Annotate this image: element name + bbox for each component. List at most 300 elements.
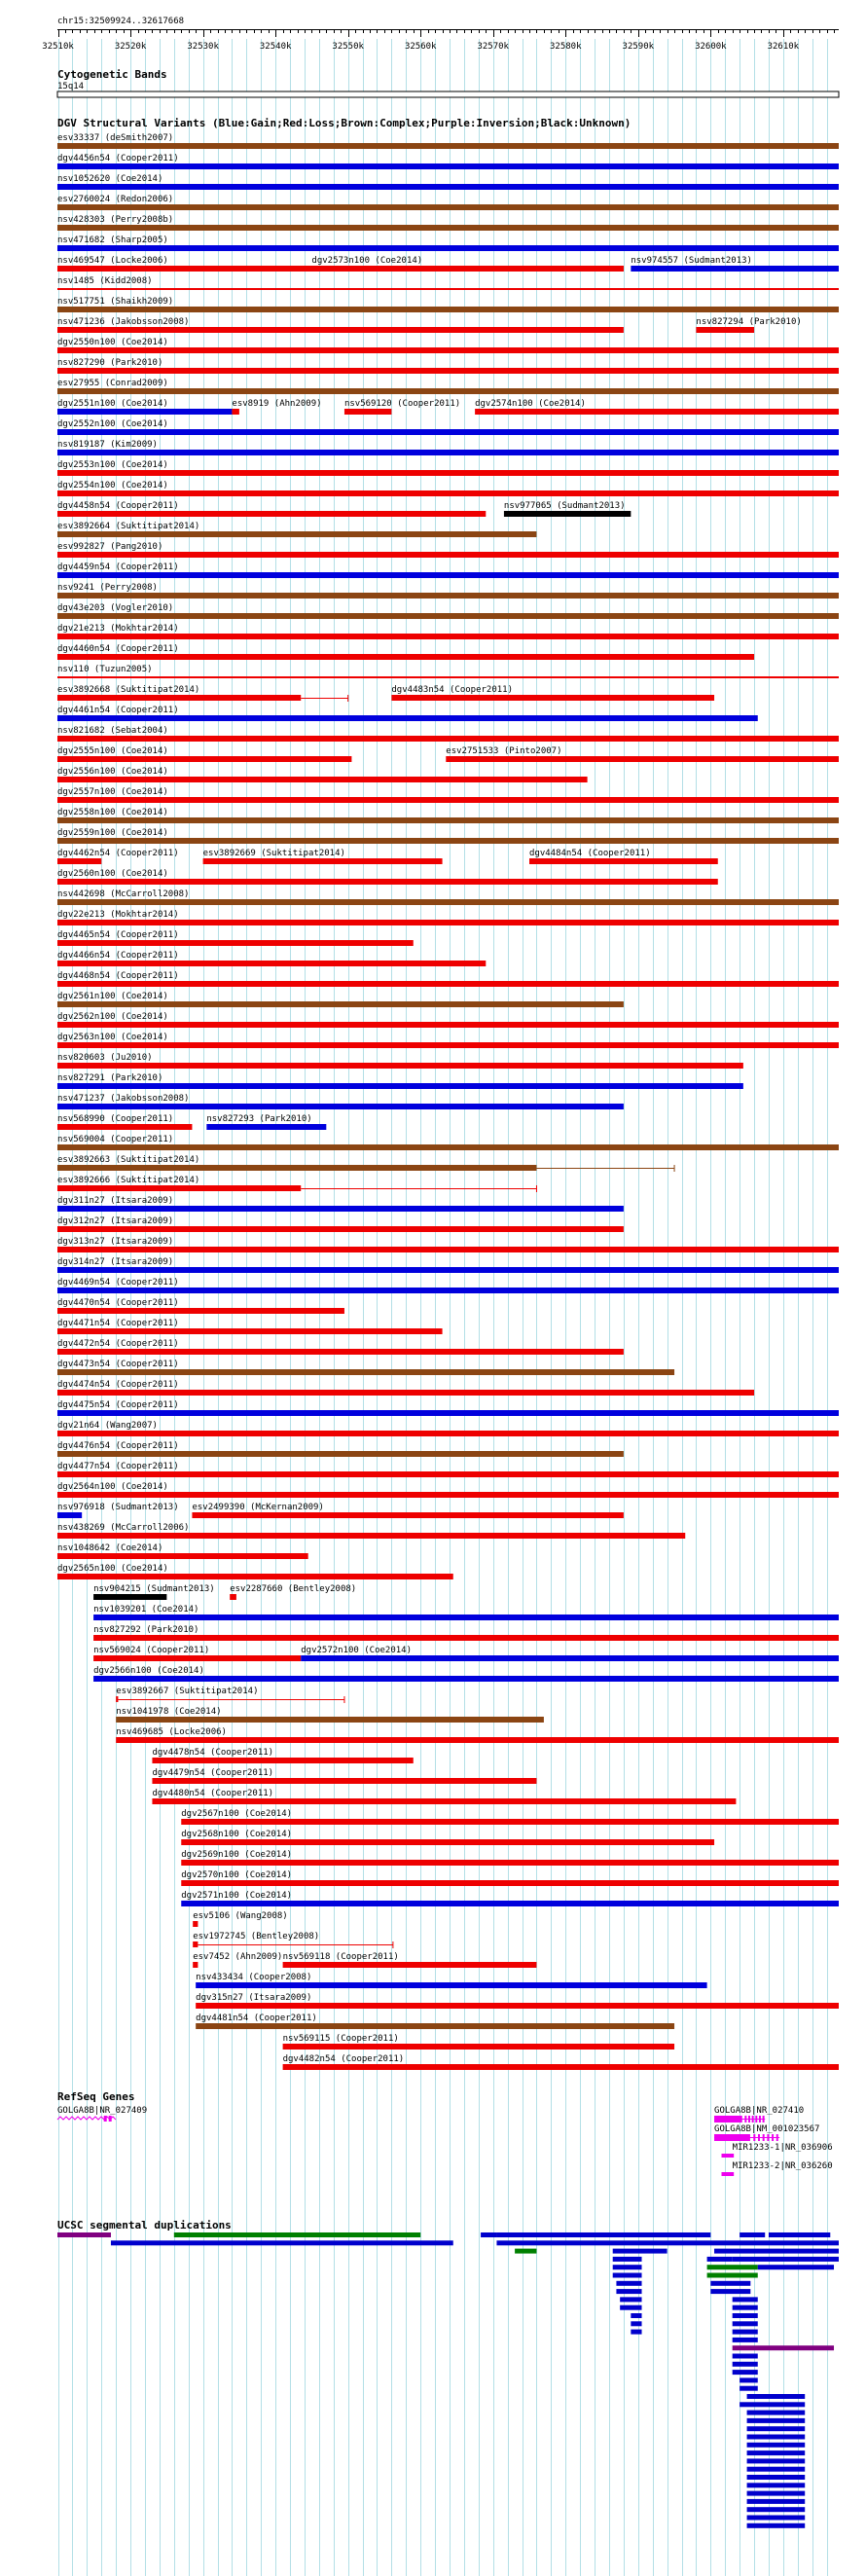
dgv-feature-bar[interactable] xyxy=(57,347,839,353)
dgv-feature-bar[interactable] xyxy=(192,1512,623,1518)
dgv-row xyxy=(152,1748,413,1763)
segdup-feature[interactable] xyxy=(613,2249,668,2254)
segdup-feature[interactable] xyxy=(481,2232,496,2237)
dgv-feature-label: nsv1048642 (Coe2014) xyxy=(57,1543,163,1553)
dgv-feature-label: dgv2564n100 (Coe2014) xyxy=(57,1482,168,1492)
dgv-row xyxy=(193,1911,288,1927)
dgv-feature-bar[interactable] xyxy=(193,1962,198,1968)
dgv-feature-label: dgv4469n54 (Cooper2011) xyxy=(57,1278,179,1288)
dgv-feature-label: nsv1041978 (Coe2014) xyxy=(116,1707,222,1717)
segdup-feature[interactable] xyxy=(747,2418,806,2423)
segdup-feature[interactable] xyxy=(733,2313,758,2318)
segdup-feature[interactable] xyxy=(733,2305,758,2310)
dgv-feature-bar[interactable] xyxy=(57,1410,839,1416)
refseq-gene[interactable] xyxy=(714,2106,804,2122)
dgv-feature-bar[interactable] xyxy=(57,838,839,844)
dgv-feature-label: dgv4481n54 (Cooper2011) xyxy=(196,2014,317,2023)
dgv-feature-bar[interactable] xyxy=(57,1369,674,1375)
dgv-feature-label: dgv2569n100 (Coe2014) xyxy=(181,1850,293,1860)
position-ruler[interactable] xyxy=(42,17,839,52)
dgv-feature-bar[interactable] xyxy=(57,1349,624,1355)
dgv-feature-label: esv3892663 (Suktitipat2014) xyxy=(57,1155,200,1165)
segdup-feature[interactable] xyxy=(710,2289,750,2294)
dgv-feature-label: dgv4456n54 (Cooper2011) xyxy=(57,154,179,163)
segdup-feature[interactable] xyxy=(740,2386,758,2391)
dgv-feature-bar[interactable] xyxy=(206,1124,326,1130)
segdup-feature[interactable] xyxy=(616,2289,641,2294)
dgv-feature-label: nsv428303 (Perry2008b) xyxy=(57,215,174,225)
dgv-feature-bar[interactable] xyxy=(181,1839,714,1845)
dgv-feature-bar[interactable] xyxy=(57,1063,743,1069)
dgv-feature-bar[interactable] xyxy=(57,1185,301,1191)
segdup-feature[interactable] xyxy=(707,2273,758,2278)
refseq-exon xyxy=(772,2134,774,2141)
dgv-feature-bar[interactable] xyxy=(203,858,443,864)
dgv-feature-bar[interactable] xyxy=(57,858,101,864)
dgv-feature-bar[interactable] xyxy=(93,1655,301,1661)
dgv-feature-label: dgv2553n100 (Coe2014) xyxy=(57,460,168,470)
dgv-feature-label: dgv4474n54 (Cooper2011) xyxy=(57,1380,179,1390)
dgv-feature-label: dgv2568n100 (Coe2014) xyxy=(181,1830,293,1839)
segdup-feature[interactable] xyxy=(747,2499,806,2504)
dgv-row xyxy=(57,501,631,517)
dgv-feature-bar[interactable] xyxy=(57,1083,743,1089)
dgv-feature-label: nsv110 (Tuzun2005) xyxy=(57,665,153,674)
dgv-row xyxy=(57,1094,624,1109)
dgv-feature-label: nsv819187 (Kim2009) xyxy=(57,440,158,450)
refseq-exon xyxy=(755,2116,757,2122)
dgv-feature-bar[interactable] xyxy=(57,1226,624,1232)
dgv-row xyxy=(152,1789,736,1804)
dgv-feature-label: nsv821682 (Sebat2004) xyxy=(57,726,168,736)
dgv-feature-bar[interactable] xyxy=(57,450,839,455)
dgv-row xyxy=(57,1543,308,1559)
dgv-feature-label: dgv311n27 (Itsara2009) xyxy=(57,1196,174,1206)
dgv-feature-bar[interactable] xyxy=(57,736,839,742)
dgv-feature-bar[interactable] xyxy=(57,327,624,333)
segdup-feature[interactable] xyxy=(733,2345,834,2350)
segdup-feature[interactable] xyxy=(111,2240,453,2245)
dgv-feature-bar[interactable] xyxy=(181,1860,839,1866)
segdup-feature[interactable] xyxy=(747,2435,806,2440)
dgv-feature-bar[interactable] xyxy=(193,1941,198,1947)
dgv-feature-bar[interactable] xyxy=(57,634,839,639)
dgv-feature-bar[interactable] xyxy=(311,266,623,272)
dgv-feature-bar[interactable] xyxy=(152,1778,536,1784)
dgv-feature-bar[interactable] xyxy=(57,1042,839,1048)
dgv-row xyxy=(57,317,802,333)
dgv-feature-bar[interactable] xyxy=(696,327,754,333)
refseq-gene-label: GOLGA8B|NR_027409 xyxy=(57,2106,148,2116)
dgv-feature-bar[interactable] xyxy=(57,490,839,496)
dgv-feature-label: esv7452 (Ahn2009) xyxy=(193,1952,283,1962)
refseq-exon xyxy=(759,2116,761,2122)
refseq-gene[interactable] xyxy=(722,2161,833,2176)
dgv-row xyxy=(57,1319,443,1334)
dgv-feature-label: nsv517751 (Shaikh2009) xyxy=(57,297,174,307)
dgv-feature-label: dgv2562n100 (Coe2014) xyxy=(57,1012,168,1022)
segdup-feature[interactable] xyxy=(733,2354,758,2359)
ruler-tick-label: 32580k xyxy=(550,42,582,52)
segdup-feature[interactable] xyxy=(174,2232,420,2237)
segdup-feature[interactable] xyxy=(747,2483,806,2487)
dgv-feature-bar[interactable] xyxy=(57,1022,839,1028)
dgv-feature-label: esv33337 (deSmith2007) xyxy=(57,133,174,143)
refseq-exon xyxy=(109,2116,112,2122)
dgv-feature-bar[interactable] xyxy=(232,409,238,415)
dgv-feature-bar[interactable] xyxy=(57,143,839,149)
dgv-feature-bar[interactable] xyxy=(57,1451,624,1457)
dgv-feature-label: esv27955 (Conrad2009) xyxy=(57,379,168,388)
segdup-feature[interactable] xyxy=(631,2321,641,2326)
dgv-feature-bar[interactable] xyxy=(57,307,839,312)
segdup-feature[interactable] xyxy=(747,2394,806,2399)
dgv-feature-bar[interactable] xyxy=(57,184,839,190)
segdup-feature[interactable] xyxy=(747,2411,806,2415)
dgv-feature-label: nsv569120 (Cooper2011) xyxy=(343,399,461,409)
refseq-track-title: RefSeq Genes xyxy=(57,2090,135,2103)
dgv-feature-bar[interactable] xyxy=(57,429,839,435)
segdup-feature[interactable] xyxy=(620,2305,641,2310)
refseq-exon xyxy=(763,2134,765,2141)
dgv-feature-label: dgv2550n100 (Coe2014) xyxy=(57,338,168,347)
dgv-feature-bar[interactable] xyxy=(181,1819,839,1825)
dgv-feature-bar[interactable] xyxy=(344,409,391,415)
dgv-feature-bar[interactable] xyxy=(57,613,839,619)
dgv-feature-bar[interactable] xyxy=(57,470,839,476)
dgv-structural-variants-track xyxy=(57,117,839,2070)
dgv-feature-bar[interactable] xyxy=(57,899,839,905)
dgv-feature-bar[interactable] xyxy=(57,1144,839,1150)
ruler-tick-label: 32550k xyxy=(332,42,364,52)
ruler-tick-label: 32610k xyxy=(767,42,800,52)
dgv-feature-bar[interactable] xyxy=(152,1798,736,1804)
dgv-feature-bar[interactable] xyxy=(57,1574,453,1579)
segdup-feature[interactable] xyxy=(747,2475,806,2480)
segdup-feature[interactable] xyxy=(747,2426,806,2431)
dgv-feature-bar[interactable] xyxy=(57,1471,839,1477)
dgv-feature-label: esv2751533 (Pinto2007) xyxy=(446,746,562,756)
refseq-exon xyxy=(748,2116,750,2122)
dgv-row xyxy=(57,1441,624,1457)
dgv-feature-bar[interactable] xyxy=(57,1206,624,1212)
segdup-feature[interactable] xyxy=(733,2338,758,2342)
dgv-feature-bar[interactable] xyxy=(57,552,839,558)
dgv-feature-bar[interactable] xyxy=(57,1247,839,1252)
dgv-feature-label: nsv568990 (Cooper2011) xyxy=(57,1114,174,1124)
dgv-feature-bar[interactable] xyxy=(57,409,232,415)
dgv-feature-bar[interactable] xyxy=(57,756,351,762)
dgv-feature-bar[interactable] xyxy=(230,1594,236,1600)
dgv-feature-bar[interactable] xyxy=(57,1288,839,1293)
dgv-row xyxy=(57,1196,624,1212)
dgv-row xyxy=(57,971,839,987)
segdup-feature[interactable] xyxy=(740,2232,765,2237)
dgv-feature-bar[interactable] xyxy=(57,879,718,885)
dgv-feature-bar[interactable] xyxy=(57,1553,308,1559)
dgv-row xyxy=(57,1278,839,1293)
dgv-row xyxy=(57,1298,344,1314)
refseq-genes-track xyxy=(57,2090,833,2176)
dgv-feature-label: dgv4475n54 (Cooper2011) xyxy=(57,1400,179,1410)
dgv-feature-bar[interactable] xyxy=(93,1635,839,1641)
dgv-feature-label: nsv569118 (Cooper2011) xyxy=(282,1952,399,1962)
segdup-feature[interactable] xyxy=(707,2265,758,2269)
segdup-feature[interactable] xyxy=(515,2249,536,2254)
dgv-feature-bar[interactable] xyxy=(446,756,839,762)
dgv-feature-bar[interactable] xyxy=(57,163,839,169)
dgv-feature-bar[interactable] xyxy=(57,1492,839,1498)
segdup-feature[interactable] xyxy=(613,2257,642,2262)
dgv-feature-bar[interactable] xyxy=(57,1104,624,1109)
segdup-feature[interactable] xyxy=(733,2257,839,2262)
dgv-row xyxy=(93,1625,839,1641)
dgv-feature-label: nsv1485 (Kidd2008) xyxy=(57,276,153,286)
dgv-feature-label: nsv1052620 (Coe2014) xyxy=(57,174,163,184)
dgv-feature-bar[interactable] xyxy=(57,777,588,782)
dgv-feature-label: dgv4462n54 (Cooper2011) xyxy=(57,849,179,858)
segdup-feature[interactable] xyxy=(740,2377,758,2382)
dgv-feature-bar[interactable] xyxy=(196,1982,706,1988)
dgv-row xyxy=(57,869,718,885)
dgv-row xyxy=(57,1462,839,1477)
dgv-feature-bar[interactable] xyxy=(193,1921,198,1927)
dgv-feature-bar[interactable] xyxy=(57,940,414,946)
refseq-gene[interactable] xyxy=(714,2124,819,2141)
dgv-row xyxy=(93,1584,356,1600)
dgv-feature-bar[interactable] xyxy=(504,511,631,517)
dgv-feature-bar[interactable] xyxy=(57,920,839,925)
dgv-feature-bar[interactable] xyxy=(57,797,839,803)
dgv-feature-label: dgv2574n100 (Coe2014) xyxy=(475,399,586,409)
segdup-feature[interactable] xyxy=(616,2281,641,2286)
dgv-feature-bar[interactable] xyxy=(57,368,839,374)
dgv-feature-bar[interactable] xyxy=(57,961,486,966)
dgv-row xyxy=(57,685,714,702)
segdup-feature[interactable] xyxy=(747,2467,806,2472)
segdup-feature[interactable] xyxy=(733,2330,758,2335)
dgv-feature-bar[interactable] xyxy=(57,1124,192,1130)
dgv-feature-bar[interactable] xyxy=(93,1676,839,1682)
dgv-row xyxy=(57,154,839,169)
dgv-feature-bar[interactable] xyxy=(93,1615,839,1620)
dgv-row xyxy=(93,1605,839,1620)
refseq-exon xyxy=(763,2116,765,2122)
dgv-row xyxy=(93,1666,839,1682)
dgv-track-title: DGV Structural Variants (Blue:Gain;Red:Loss;Brown:Complex;Purple:Inversion;Black:Unknown) xyxy=(57,117,631,129)
dgv-feature-bar[interactable] xyxy=(152,1758,413,1763)
segdup-feature[interactable] xyxy=(710,2281,750,2286)
dgv-feature-bar[interactable] xyxy=(57,1533,685,1539)
dgv-feature-label: dgv4482n54 (Cooper2011) xyxy=(282,2054,405,2064)
dgv-feature-label: esv2499390 (McKernan2009) xyxy=(192,1503,324,1512)
dgv-feature-label: dgv4476n54 (Cooper2011) xyxy=(57,1441,179,1451)
dgv-feature-bar[interactable] xyxy=(283,2064,839,2070)
dgv-feature-bar[interactable] xyxy=(57,288,839,290)
dgv-feature-label: nsv469547 (Locke2006) xyxy=(57,256,168,266)
dgv-feature-bar[interactable] xyxy=(57,593,839,599)
dgv-row xyxy=(57,910,839,925)
dgv-feature-bar[interactable] xyxy=(57,531,536,537)
dgv-feature-label: esv2760024 (Redon2006) xyxy=(57,195,174,204)
dgv-feature-bar[interactable] xyxy=(631,266,839,272)
dgv-feature-bar[interactable] xyxy=(57,225,839,231)
dgv-row xyxy=(57,1073,743,1089)
dgv-feature-label: dgv312n27 (Itsara2009) xyxy=(57,1216,174,1226)
dgv-feature-bar[interactable] xyxy=(57,245,839,251)
dgv-feature-bar[interactable] xyxy=(57,1267,839,1273)
dgv-feature-label: dgv4459n54 (Cooper2011) xyxy=(57,562,179,572)
dgv-feature-label: nsv433434 (Cooper2008) xyxy=(196,1973,312,1982)
dgv-feature-label: dgv4461n54 (Cooper2011) xyxy=(57,706,179,715)
dgv-feature-label: nsv827293 (Park2010) xyxy=(206,1114,312,1124)
dgv-feature-bar[interactable] xyxy=(57,817,839,823)
segdup-feature[interactable] xyxy=(631,2313,641,2318)
dgv-feature-bar[interactable] xyxy=(57,695,301,701)
segdup-feature[interactable] xyxy=(496,2240,839,2245)
dgv-feature-bar[interactable] xyxy=(57,1390,754,1396)
dgv-feature-bar[interactable] xyxy=(57,1328,443,1334)
dgv-feature-label: esv1972745 (Bentley2008) xyxy=(193,1932,320,1941)
dgv-feature-bar[interactable] xyxy=(57,1431,839,1436)
dgv-feature-bar[interactable] xyxy=(57,715,758,721)
dgv-feature-bar[interactable] xyxy=(57,981,839,987)
segdup-feature[interactable] xyxy=(733,2297,758,2302)
refseq-mirna-bar xyxy=(722,2154,735,2158)
dgv-feature-label: dgv2552n100 (Coe2014) xyxy=(57,419,168,429)
refseq-mirna-bar xyxy=(722,2172,735,2176)
segdup-feature[interactable] xyxy=(740,2402,805,2407)
dgv-feature-label: nsv569004 (Cooper2011) xyxy=(57,1135,174,1144)
segdup-feature[interactable] xyxy=(613,2265,642,2269)
refseq-gene[interactable] xyxy=(57,2106,147,2122)
segdup-track-title: UCSC segmental duplications xyxy=(57,2219,232,2231)
ruler-tick-label: 32560k xyxy=(404,42,437,52)
dgv-feature-bar[interactable] xyxy=(181,1880,839,1886)
dgv-feature-label: dgv4460n54 (Cooper2011) xyxy=(57,644,179,654)
dgv-feature-label: nsv974557 (Sudmant2013) xyxy=(631,256,752,266)
dgv-feature-bar[interactable] xyxy=(57,1512,82,1518)
segdup-feature[interactable] xyxy=(733,2321,758,2326)
segdup-feature[interactable] xyxy=(714,2249,839,2254)
dgv-row xyxy=(116,1687,344,1703)
dgv-feature-label: dgv2565n100 (Coe2014) xyxy=(57,1564,168,1574)
dgv-feature-bar[interactable] xyxy=(391,695,714,701)
segdup-feature[interactable] xyxy=(747,2507,806,2512)
segdup-feature[interactable] xyxy=(747,2523,806,2528)
segdup-feature[interactable] xyxy=(747,2443,806,2448)
dgv-feature-label: dgv2560n100 (Coe2014) xyxy=(57,869,168,879)
dgv-feature-label: dgv2558n100 (Coe2014) xyxy=(57,808,168,817)
segdup-feature[interactable] xyxy=(733,2370,758,2375)
ruler-tick-label: 32540k xyxy=(259,42,292,52)
refseq-gene[interactable] xyxy=(722,2143,833,2158)
dgv-feature-label: dgv21n64 (Wang2007) xyxy=(57,1421,158,1431)
dgv-feature-bar[interactable] xyxy=(57,511,486,517)
dgv-row xyxy=(57,624,839,639)
dgv-feature-bar[interactable] xyxy=(196,2003,839,2009)
ruler-tick-label: 32590k xyxy=(622,42,655,52)
dgv-feature-label: dgv313n27 (Itsara2009) xyxy=(57,1237,174,1247)
segdup-feature[interactable] xyxy=(620,2297,641,2302)
dgv-feature-label: nsv977065 (Sudmant2013) xyxy=(503,501,626,511)
dgv-row xyxy=(57,1523,685,1539)
dgv-feature-bar[interactable] xyxy=(475,409,839,415)
dgv-feature-bar[interactable] xyxy=(529,858,718,864)
dgv-feature-bar[interactable] xyxy=(93,1594,166,1600)
dgv-row xyxy=(57,889,839,905)
ruler-tick-label: 32520k xyxy=(114,42,147,52)
segdup-feature[interactable] xyxy=(707,2257,733,2262)
dgv-feature-bar[interactable] xyxy=(57,1165,536,1171)
dgv-row xyxy=(283,2054,839,2070)
dgv-row xyxy=(57,1360,674,1375)
dgv-feature-bar[interactable] xyxy=(57,388,839,394)
dgv-feature-bar[interactable] xyxy=(57,654,754,660)
dgv-feature-bar[interactable] xyxy=(283,1962,537,1968)
segdup-feature[interactable] xyxy=(631,2330,641,2335)
dgv-row xyxy=(57,1503,624,1518)
dgv-feature-bar[interactable] xyxy=(196,2023,674,2029)
dgv-feature-label: dgv4478n54 (Cooper2011) xyxy=(152,1748,274,1758)
dgv-feature-label: dgv2571n100 (Coe2014) xyxy=(181,1891,293,1901)
dgv-feature-label: dgv2567n100 (Coe2014) xyxy=(181,1809,293,1819)
dgv-feature-label: esv992827 (Pang2010) xyxy=(57,542,163,552)
dgv-feature-bar[interactable] xyxy=(116,1737,839,1743)
segdup-feature[interactable] xyxy=(747,2491,806,2496)
cytoband-bar[interactable] xyxy=(57,91,839,97)
dgv-feature-label: nsv569024 (Cooper2011) xyxy=(93,1646,210,1655)
dgv-feature-label: dgv2572n100 (Coe2014) xyxy=(301,1646,413,1655)
segdup-feature[interactable] xyxy=(769,2232,830,2237)
segdup-feature[interactable] xyxy=(57,2232,111,2237)
dgv-feature-bar[interactable] xyxy=(181,1901,839,1906)
dgv-feature-label: nsv827292 (Park2010) xyxy=(93,1625,199,1635)
dgv-row xyxy=(57,1216,624,1232)
dgv-feature-bar[interactable] xyxy=(116,1696,118,1702)
dgv-feature-bar[interactable] xyxy=(301,1655,839,1661)
refseq-gene-label: GOLGA8B|NR_027410 xyxy=(714,2106,805,2116)
dgv-feature-bar[interactable] xyxy=(116,1717,544,1723)
segdup-feature[interactable] xyxy=(747,2458,806,2463)
dgv-row xyxy=(57,1564,453,1579)
dgv-feature-label: dgv2554n100 (Coe2014) xyxy=(57,481,168,490)
dgv-feature-bar[interactable] xyxy=(57,572,839,578)
dgv-feature-bar[interactable] xyxy=(283,2044,674,2050)
dgv-feature-label: dgv2566n100 (Coe2014) xyxy=(93,1666,204,1676)
dgv-feature-bar[interactable] xyxy=(57,1308,344,1314)
dgv-feature-label: esv2287660 (Bentley2008) xyxy=(230,1584,357,1594)
dgv-feature-label: nsv827294 (Park2010) xyxy=(696,317,802,327)
segdup-feature[interactable] xyxy=(733,2362,758,2367)
dgv-feature-label: dgv2559n100 (Coe2014) xyxy=(57,828,168,838)
segdup-feature[interactable] xyxy=(758,2265,834,2269)
segdup-feature[interactable] xyxy=(747,2450,806,2455)
dgv-feature-label: dgv2563n100 (Coe2014) xyxy=(57,1033,168,1042)
refseq-exon xyxy=(752,2116,754,2122)
dgv-feature-label: dgv315n27 (Itsara2009) xyxy=(196,1993,312,2003)
refseq-gene-label: MIR1233-1|NR_036906 xyxy=(732,2143,833,2153)
dgv-feature-label: dgv2555n100 (Coe2014) xyxy=(57,746,168,756)
dgv-feature-bar[interactable] xyxy=(57,204,839,210)
dgv-feature-bar[interactable] xyxy=(57,1001,624,1007)
segdup-feature[interactable] xyxy=(747,2516,806,2521)
cytoband-track-title: Cytogenetic Bands xyxy=(57,68,167,81)
dgv-feature-bar[interactable] xyxy=(57,676,839,678)
segdup-feature[interactable] xyxy=(496,2232,710,2237)
dgv-feature-label: dgv314n27 (Itsara2009) xyxy=(57,1257,174,1267)
segdup-feature[interactable] xyxy=(613,2273,642,2278)
